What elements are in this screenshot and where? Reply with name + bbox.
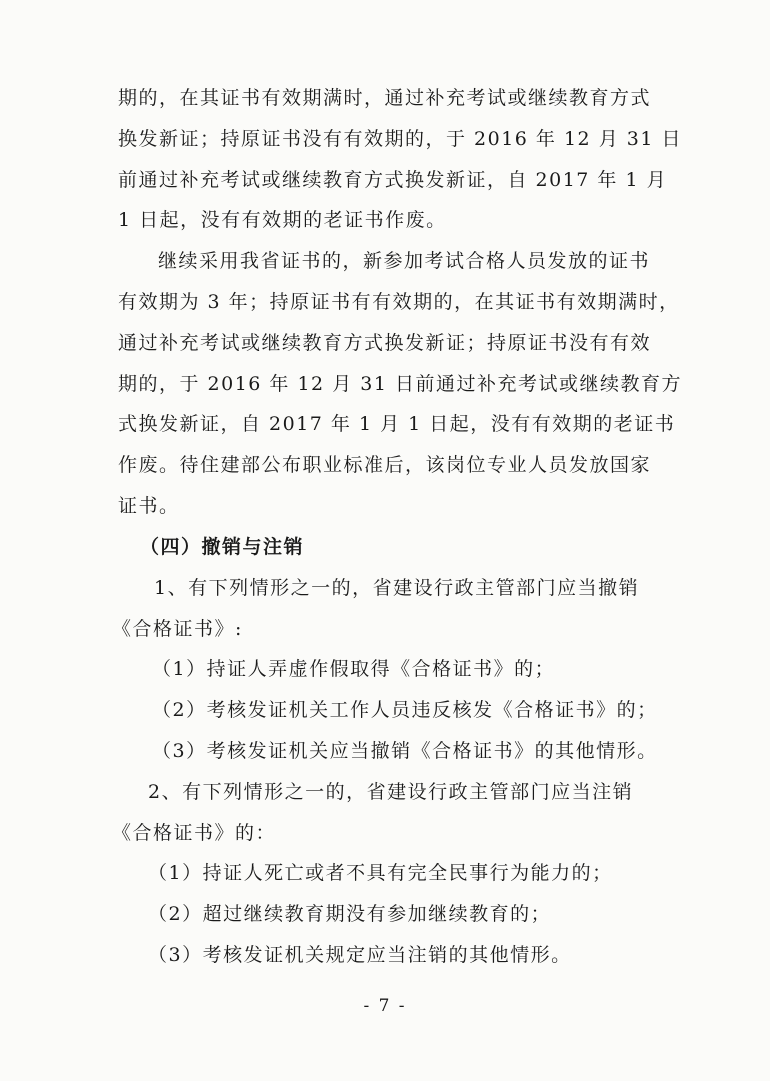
- paragraph-2-line-6: 作废。待住建部公布职业标准后，该岗位专业人员发放国家: [118, 454, 652, 476]
- paragraph-2-line-1: 继续采用我省证书的，新参加考试合格人员发放的证书: [158, 250, 651, 272]
- paragraph-2-line-4: 期的，于 2016 年 12 月 31 日前通过补充考试或继续教育方: [118, 373, 682, 395]
- paragraph-2-line-2: 有效期为 3 年；持原证书有有效期的，在其证书有效期满时，: [118, 291, 680, 313]
- revocation-intro-line-1: 1、有下列情形之一的，省建设行政主管部门应当撤销: [154, 577, 640, 599]
- paragraph-2-line-7: 证书。: [118, 495, 180, 517]
- paragraph-1-line-3: 前通过补充考试或继续教育方式换发新证，自 2017 年 1 月: [118, 169, 668, 191]
- paragraph-2-line-3: 通过补充考试或继续教育方式换发新证；持原证书没有有效: [118, 332, 652, 354]
- section-heading: （四）撤销与注销: [140, 536, 305, 558]
- cancellation-intro-line-2: 《合格证书》的：: [112, 822, 277, 844]
- revocation-item-3: （3）考核发证机关应当撤销《合格证书》的其他情形。: [152, 740, 658, 762]
- paragraph-1-line-4: 1 日起，没有有效期的老证书作废。: [118, 209, 447, 231]
- revocation-item-2: （2）考核发证机关工作人员违反核发《合格证书》的；: [152, 699, 658, 721]
- revocation-intro-line-2: 《合格证书》:: [112, 618, 243, 640]
- page-number: - 7 -: [363, 996, 407, 1016]
- cancellation-item-3: （3）考核发证机关规定应当注销的其他情形。: [148, 944, 572, 966]
- paragraph-1-line-2: 换发新证；持原证书没有有效期的，于 2016 年 12 月 31 日: [118, 128, 682, 150]
- cancellation-item-2: （2）超过继续教育期没有参加继续教育的；: [148, 903, 552, 925]
- paragraph-2-line-5: 式换发新证，自 2017 年 1 月 1 日起，没有有效期的老证书: [118, 413, 676, 435]
- cancellation-item-1: （1）持证人死亡或者不具有完全民事行为能力的；: [148, 862, 613, 884]
- paragraph-1-line-1: 期的，在其证书有效期满时，通过补充考试或继续教育方式: [118, 87, 652, 109]
- revocation-item-1: （1）持证人弄虚作假取得《合格证书》的；: [152, 658, 556, 680]
- cancellation-intro-line-1: 2、有下列情形之一的，省建设行政主管部门应当注销: [148, 781, 634, 803]
